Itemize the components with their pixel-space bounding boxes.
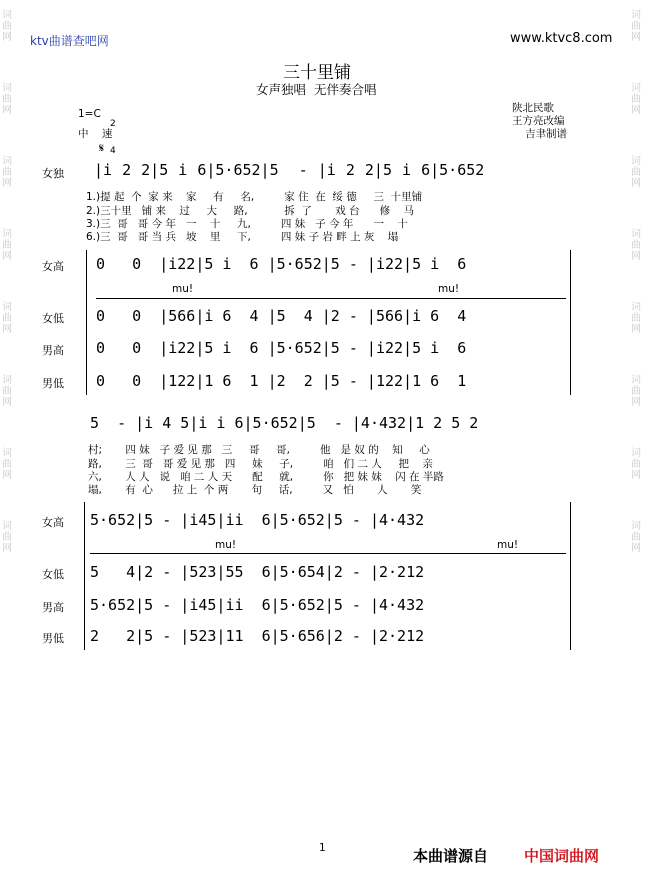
wm-text: 词曲网 [631,10,641,43]
system1-end-bar [570,250,571,395]
mu-mark: mu! [215,539,237,551]
wm-text: 词曲网 [2,448,12,481]
wm-text: 词曲网 [631,375,641,408]
lyric-verse-4: 6.)三 哥 哥 当 兵 坡 里 下, 四 妹 子 岩 畔 上 灰 塌 [86,231,399,243]
wm-text: 词曲网 [2,229,12,262]
part-notes: 5·652|5 - |i45|ii 6|5·652|5 - |4·432 [90,511,425,529]
footer-source-text: 本曲谱源自 [413,847,489,865]
left-site-link[interactable]: ktv曲谱查吧网 [30,34,109,48]
segno-icon: 𝄋 [99,141,105,155]
wm-text: 词曲网 [2,521,12,554]
solo-melody-2: 5 - |i 4 5|i i 6|5·652|5 - |4·432|1 2 5 2 [90,414,479,432]
time-top: 2 [110,119,116,129]
lyric-verse-1: 1.)提 起 个 家 来 家 有 名, 家 住 在 绥 德 三 十里铺 [86,191,423,203]
mu-mark: mu! [172,283,194,295]
page-number: 1 [319,842,326,854]
part-notes: 5·652|5 - |i45|ii 6|5·652|5 - |4·432 [90,596,425,614]
lyric-verse-2: 2.)三十里 铺 来 过 大 路, 拆 了 戏 台 修 马 [86,205,414,217]
wm-text: 词曲网 [2,83,12,116]
lyric-verse-3: 六, 人 人 说 咱 二 人 天 配 就, 你 把 妹 妹 闪 在 半路 [88,471,444,483]
part-notes: 0 0 |566|i 6 4 |5 4 |2 - |566|i 6 4 [96,307,467,325]
credit-1: 陕北民歌 [512,102,554,114]
system2-brace [84,502,85,650]
wm-text: 词曲网 [631,448,641,481]
watermark-left [2,10,14,580]
system2-end-bar [570,502,571,650]
part-notes: 0 0 |i22|5 i 6 |5·652|5 - |i22|5 i 6 [96,255,467,273]
slur-line [90,553,566,554]
part-label: 女高 [42,516,64,529]
wm-text: 词曲网 [631,229,641,262]
lyric-verse-3: 3.)三 哥 哥 今 年 一 十 九, 四 妹 子 今 年 一 十 [86,218,408,230]
footer-source-site[interactable]: 中国词曲网 [524,847,600,865]
part-label: 女低 [42,568,64,581]
wm-text: 词曲网 [2,375,12,408]
tempo-marking: 中 速 [78,128,113,140]
key-signature: 1=C [78,108,101,120]
wm-text: 词曲网 [2,156,12,189]
watermark-right [631,10,643,580]
part-label: 男低 [42,377,64,390]
part-notes: 2 2|5 - |523|11 6|5·656|2 - |2·212 [90,627,425,645]
slur-line [96,298,566,299]
part-label: 男高 [42,601,64,614]
credit-3: 吉聿制谱 [525,128,567,140]
wm-text: 词曲网 [631,156,641,189]
part-label: 男高 [42,344,64,357]
lyric-verse-4: 塌, 有 心 拉 上 个 两 句 话, 又 怕 人 笑 [88,484,422,496]
part-notes: 5 4|2 - |523|55 6|5·654|2 - |2·212 [90,563,425,581]
song-title: 三十里铺 [283,63,351,83]
right-site-link[interactable]: www.ktvc8.com [510,31,613,46]
wm-text: 词曲网 [2,10,12,43]
wm-text: 词曲网 [2,302,12,335]
time-bottom: 4 [110,146,116,156]
mu-mark: mu! [438,283,460,295]
solo-label: 女独 [42,167,64,180]
song-subtitle: 女声独唱 无伴奏合唱 [256,82,377,97]
mu-mark: mu! [497,539,519,551]
part-label: 女低 [42,312,64,325]
credit-2: 王方亮改编 [512,115,565,127]
wm-text: 词曲网 [631,83,641,116]
part-notes: 0 0 |122|1 6 1 |2 2 |5 - |122|1 6 1 [96,372,467,390]
wm-text: 词曲网 [631,302,641,335]
part-label: 女高 [42,260,64,273]
part-notes: 0 0 |i22|5 i 6 |5·652|5 - |i22|5 i 6 [96,339,467,357]
solo-melody: |i 2 2|5 i 6|5·652|5 - |i 2 2|5 i 6|5·652 [94,161,485,179]
system1-brace [86,250,87,395]
lyric-verse-1: 村; 四 妹 子 爱 见 那 三 哥 哥, 他 是 奴 的 知 心 [88,444,430,456]
wm-text: 词曲网 [631,521,641,554]
lyric-verse-2: 路, 三 哥 哥 爱 见 那 四 妹 子, 咱 们 二 人 把 亲 [88,458,433,470]
part-label: 男低 [42,632,64,645]
